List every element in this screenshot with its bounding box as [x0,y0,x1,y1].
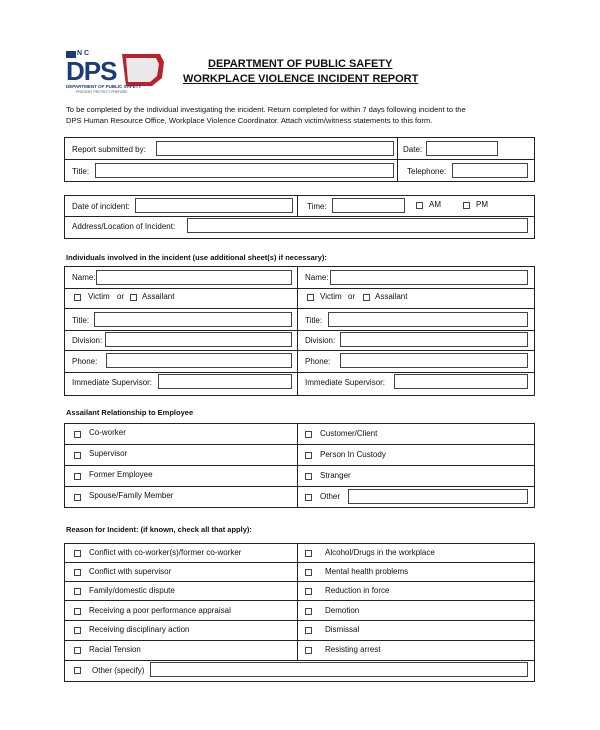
reason-dismissal-checkbox[interactable] [305,627,312,634]
person1-phone-label: Phone: [72,357,98,366]
person2-victim-checkbox[interactable] [307,294,314,301]
rel-other-checkbox[interactable] [305,494,312,501]
person1-victim-checkbox[interactable] [74,294,81,301]
time-label: Time: [307,202,327,211]
rel-coworker-label: Co-worker [89,428,126,437]
person2-title-field[interactable] [328,312,528,327]
reason-disciplinary-label: Receiving disciplinary action [89,625,190,634]
person2-division-label: Division: [305,336,336,345]
date-field[interactable] [426,141,498,156]
reason-alcohol-checkbox[interactable] [305,550,312,557]
individuals-heading: Individuals involved in the incident (use additional sheet(s) if necessary): [66,253,327,262]
person1-or-label: or [117,292,125,301]
rel-customer-label: Customer/Client [320,429,378,438]
pm-checkbox[interactable] [463,202,470,209]
title-label: Title: [72,167,90,176]
rel-spouse-label: Spouse/Family Member [89,491,174,500]
person2-name-field[interactable] [330,270,528,285]
reason-disciplinary-checkbox[interactable] [74,627,81,634]
person1-phone-field[interactable] [106,353,292,368]
reason-mental-health-label: Mental health problems [325,567,409,576]
person1-assailant-checkbox[interactable] [130,294,137,301]
person1-supervisor-label: Immediate Supervisor: [72,378,153,387]
time-field[interactable] [332,198,405,213]
date-of-incident-label: Date of incident: [72,202,130,211]
reason-conflict-coworker-label: Conflict with co-worker(s)/former co-worker [89,548,242,557]
person1-division-field[interactable] [105,332,292,347]
reason-demotion-label: Demotion [325,606,360,615]
person2-phone-field[interactable] [340,353,528,368]
person2-phone-label: Phone: [305,357,331,366]
reason-dismissal-label: Dismissal [325,625,360,634]
person2-or-label: or [348,292,356,301]
dps-logo [64,48,168,96]
reason-conflict-coworker-checkbox[interactable] [74,550,81,557]
reason-conflict-supervisor-label: Conflict with supervisor [89,567,172,576]
am-label: AM [429,200,441,209]
reason-family-dispute-label: Family/domestic dispute [89,586,175,595]
person1-victim-label: Victim [88,292,110,301]
rel-former-employee-checkbox[interactable] [74,473,81,480]
reason-resisting-checkbox[interactable] [305,647,312,654]
reason-conflict-supervisor-checkbox[interactable] [74,569,81,576]
rel-other-field[interactable] [348,489,528,504]
reason-poor-appraisal-label: Receiving a poor performance appraisal [89,606,231,615]
reason-mental-health-checkbox[interactable] [305,569,312,576]
rel-stranger-label: Stranger [320,471,351,480]
reason-other-checkbox[interactable] [74,667,81,674]
logo-subtitle: DEPARTMENT OF PUBLIC SAFETY [66,84,142,89]
address-field[interactable] [187,218,528,233]
person1-name-field[interactable] [96,270,292,285]
reason-other-field[interactable] [150,662,528,677]
relationship-heading: Assailant Relationship to Employee [66,408,194,417]
reason-reduction-label: Reduction in force [325,586,390,595]
person2-assailant-label: Assailant [375,292,408,301]
intro-line-1: To be completed by the individual investigating the incident. Return completed for within 7 days following incident to the [66,105,466,114]
person2-name-label: Name: [305,273,329,282]
reason-family-dispute-checkbox[interactable] [74,588,81,595]
person2-victim-label: Victim [320,292,342,301]
person1-division-label: Division: [72,336,103,345]
reason-racial-tension-checkbox[interactable] [74,647,81,654]
logo-state-mark: N C [77,50,90,57]
address-label: Address/Location of Incident: [72,222,176,231]
rel-custody-label: Person In Custody [320,450,386,459]
telephone-label: Telephone: [407,167,447,176]
person1-assailant-label: Assailant [142,292,175,301]
reason-poor-appraisal-checkbox[interactable] [74,608,81,615]
person2-division-field[interactable] [340,332,528,347]
rel-stranger-checkbox[interactable] [305,473,312,480]
person2-supervisor-label: Immediate Supervisor: [305,378,386,387]
reason-heading: Reason for Incident: (if known, check all that apply): [66,525,252,534]
date-label: Date: [403,145,423,154]
am-checkbox[interactable] [416,202,423,209]
rel-supervisor-checkbox[interactable] [74,452,81,459]
person1-title-label: Title: [72,316,90,325]
rel-spouse-checkbox[interactable] [74,494,81,501]
person1-supervisor-field[interactable] [158,374,292,389]
submitted-by-field[interactable] [156,141,394,156]
date-of-incident-field[interactable] [135,198,293,213]
person1-title-field[interactable] [94,312,292,327]
reason-demotion-checkbox[interactable] [305,608,312,615]
person2-assailant-checkbox[interactable] [363,294,370,301]
intro-line-2: DPS Human Resource Office, Workplace Violence Coordinator. Attach victim/witness statements to this form. [66,116,433,125]
form-report-title: WORKPLACE VIOLENCE INCIDENT REPORT [183,73,419,85]
title-field[interactable] [95,163,394,178]
rel-customer-checkbox[interactable] [305,431,312,438]
rel-former-employee-label: Former Employee [89,470,153,479]
pm-label: PM [476,200,488,209]
reason-other-label: Other (specify) [92,666,145,675]
reason-racial-tension-label: Racial Tension [89,645,141,654]
rel-other-label: Other [320,492,341,501]
person2-title-label: Title: [305,316,323,325]
reason-alcohol-label: Alcohol/Drugs in the workplace [325,548,435,557]
person2-supervisor-field[interactable] [394,374,528,389]
person1-name-label: Name: [72,273,96,282]
telephone-field[interactable] [452,163,528,178]
form-department-title: DEPARTMENT OF PUBLIC SAFETY [208,58,393,70]
logo-motto: PREVENT PROTECT PREPARE [76,90,128,94]
submitted-by-label: Report submitted by: [72,145,146,154]
rel-coworker-checkbox[interactable] [74,431,81,438]
logo-text: DPS [66,56,117,86]
reason-reduction-checkbox[interactable] [305,588,312,595]
rel-supervisor-label: Supervisor [89,449,128,458]
reason-resisting-label: Resisting arrest [325,645,381,654]
rel-custody-checkbox[interactable] [305,452,312,459]
